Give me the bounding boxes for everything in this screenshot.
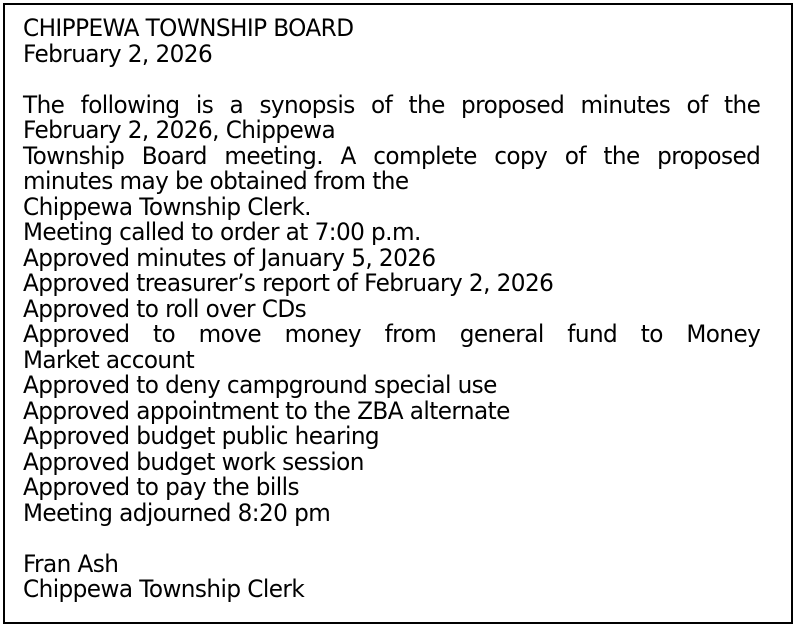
action-item: Approved appointment to the ZBA alternate [23, 396, 510, 425]
action-item: Meeting called to order at 7:00 p.m. [23, 218, 421, 246]
synopsis-line-1: The following is a synopsis of the proposed minutes of the [23, 90, 761, 119]
signature-title: Chippewa Township Clerk [23, 575, 305, 603]
spacer [23, 526, 760, 552]
synopsis-line-4: minutes may be obtained from the [23, 167, 409, 195]
action-item: Approved to pay the bills [23, 473, 299, 501]
synopsis-line-3: Township Board meeting. A complete copy of the proposed [23, 141, 761, 170]
action-item: Approved to move money from general fund to Money [23, 320, 761, 348]
notice-frame [3, 3, 793, 624]
meeting-date: February 2, 2026 [23, 39, 213, 68]
action-item: Approved budget work session [23, 447, 364, 476]
signature-name: Fran Ash [23, 549, 119, 578]
action-item: Approved to roll over CDs [23, 294, 307, 323]
action-item: Market account [23, 345, 195, 374]
action-item: Approved minutes of January 5, 2026 [23, 243, 436, 272]
action-item: Approved budget public hearing [23, 422, 380, 450]
action-item: Meeting adjourned 8:20 pm [23, 498, 331, 527]
synopsis-line-2: February 2, 2026, Chippewa [23, 116, 336, 144]
board-name: CHIPPEWA TOWNSHIP BOARD [23, 14, 354, 42]
action-item: Approved to deny campground special use [23, 371, 497, 399]
synopsis-line-5: Chippewa Township Clerk. [23, 192, 311, 221]
action-item: Approved treasurer’s report of February 2, 2026 [23, 269, 554, 297]
notice-body [23, 16, 760, 603]
spacer [23, 67, 760, 93]
